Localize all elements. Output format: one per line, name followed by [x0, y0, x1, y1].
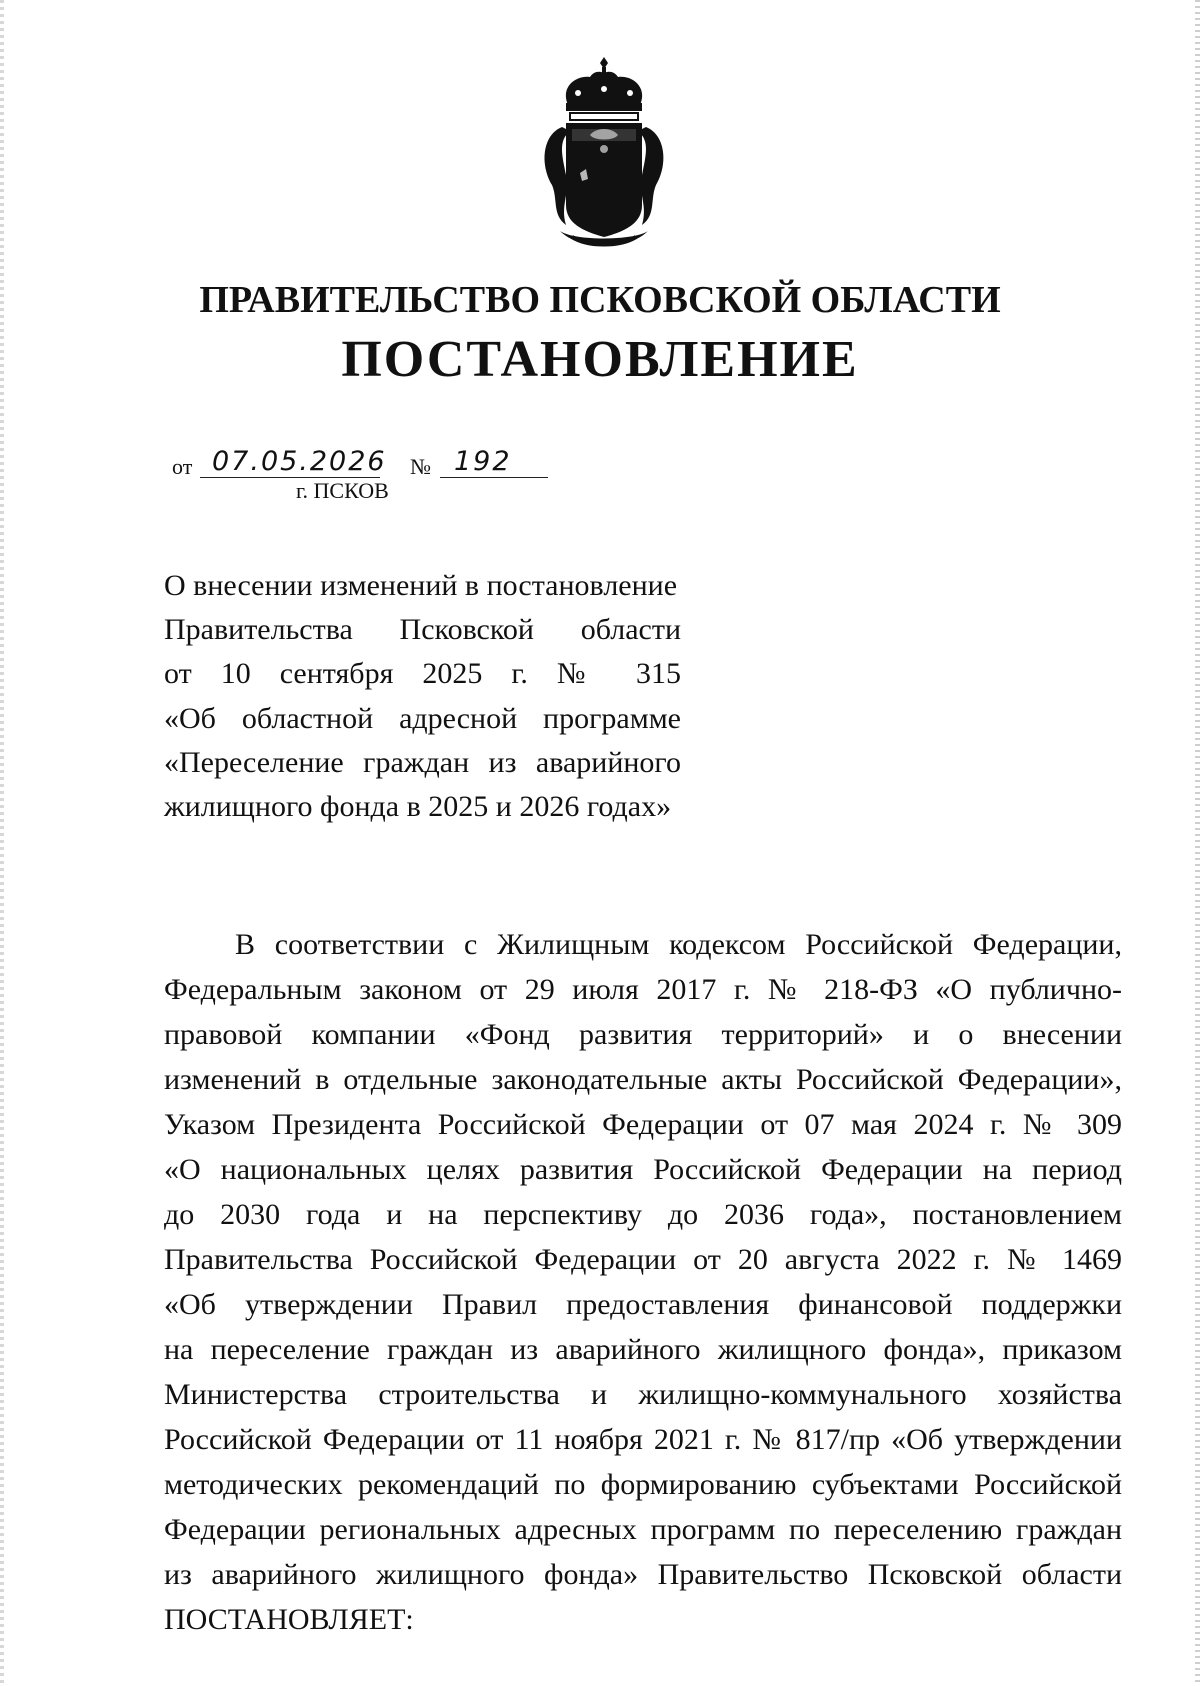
body-line: Российской Федерации от 11 ноября 2021 г. № 817/пр «Об утверждении: [164, 1423, 1122, 1456]
subject-line: «Переселение граждан из аварийного: [164, 745, 681, 779]
body-line: на переселение граждан из аварийного жилищного фонда», приказом: [164, 1333, 1122, 1366]
body-line: изменений в отдельные законодательные акты Российской Федерации»,: [164, 1063, 1122, 1096]
body-line: Правительства Российской Федерации от 20 августа 2022 г. № 1469: [164, 1243, 1122, 1276]
body-line: «О национальных целях развития Российской Федерации на период: [164, 1153, 1122, 1186]
pskov-coat-of-arms-icon: [530, 55, 678, 250]
body-line: правовой компании «Фонд развития территорий» и о внесении: [164, 1018, 1122, 1051]
body-line: до 2030 года и на перспективу до 2036 года», постановлением: [164, 1198, 1122, 1231]
number-underline: [440, 477, 548, 478]
body-line: методических рекомендаций по формированию субъектами Российской: [164, 1468, 1122, 1501]
subject-line: Правительства Псковской области: [164, 613, 681, 647]
body-line: «Об утверждении Правил предоставления финансовой поддержки: [164, 1288, 1122, 1321]
date-value-handwritten: 07.05.2026: [212, 446, 387, 477]
body-line: ПОСТАНОВЛЯЕТ:: [164, 1603, 414, 1636]
subject-line: от 10 сентября 2025 г. № 315: [164, 657, 681, 691]
body-line: из аварийного жилищного фонда» Правительство Псковской области: [164, 1558, 1122, 1591]
body-line: Указом Президента Российской Федерации от 07 мая 2024 г. № 309: [164, 1108, 1122, 1141]
body-line: Федеральным законом от 29 июля 2017 г. № 218-ФЗ «О публично-: [164, 973, 1122, 1006]
scan-edge-right: [1195, 0, 1200, 1686]
body-line: Федерации региональных адресных программ по переселению граждан: [164, 1513, 1122, 1546]
organization-name: ПРАВИТЕЛЬСТВО ПСКОВСКОЙ ОБЛАСТИ: [199, 279, 1001, 321]
document-type: ПОСТАНОВЛЕНИЕ: [341, 331, 859, 388]
subject-line: О внесении изменений в постановление: [164, 569, 678, 602]
body-line: В соответствии с Жилищным кодексом Российской Федерации,: [235, 928, 1122, 961]
date-label: от: [172, 454, 193, 479]
document-subject: [164, 564, 681, 829]
number-value-handwritten: 192: [454, 446, 512, 477]
document-body: [164, 922, 1122, 1642]
number-label: №: [410, 454, 431, 479]
subject-line: «Об областной адресной программе: [164, 701, 681, 735]
subject-line: жилищного фонда в 2025 и 2026 годах»: [164, 790, 672, 824]
scan-edge-left: [0, 0, 4, 1686]
city: г. ПСКОВ: [296, 478, 389, 503]
body-line: Министерства строительства и жилищно-коммунального хозяйства: [164, 1378, 1122, 1411]
